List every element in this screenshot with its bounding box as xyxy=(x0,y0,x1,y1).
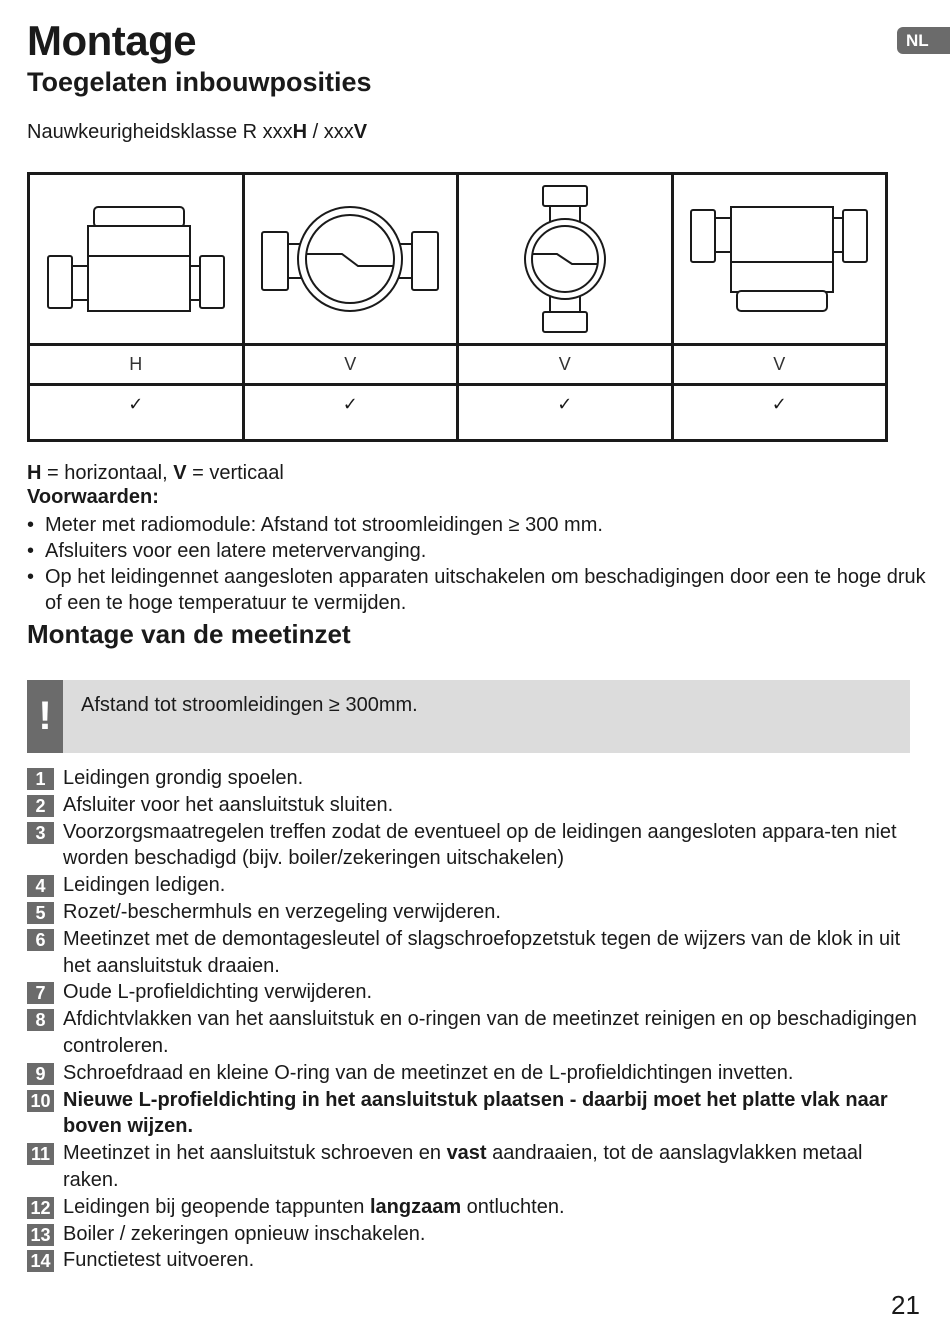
page-number: 21 xyxy=(891,1290,920,1320)
meter-vertical-pipe-icon xyxy=(510,184,620,334)
step-text: Schroefdraad en kleine O-ring van de meetinzet en de L-profieldichtingen invetten. xyxy=(63,1061,794,1084)
step-item xyxy=(27,765,917,792)
accuracy-h: H xyxy=(292,121,308,143)
step-number: 11 xyxy=(27,1143,54,1165)
installation-positions-table xyxy=(27,172,888,442)
position-legend xyxy=(27,460,284,486)
accuracy-class xyxy=(27,121,367,144)
accuracy-sep: / xxx xyxy=(307,121,354,143)
condition-item: • Meter met radiomodule: Afstand tot stroomleidingen ≥ 300 mm. xyxy=(27,512,932,538)
step-text: Leidingen ledigen. xyxy=(63,874,226,897)
step-item xyxy=(27,1140,917,1194)
step-item xyxy=(27,1060,917,1087)
step-number: 4 xyxy=(27,875,54,897)
step-item xyxy=(27,979,917,1006)
step-text: Functietest uitvoeren. xyxy=(63,1249,255,1272)
step-item xyxy=(27,899,917,926)
step-number: 2 xyxy=(27,795,54,817)
position-label-2: V xyxy=(243,345,458,385)
position-check-3: ✓ xyxy=(458,385,673,441)
step-item xyxy=(27,1221,917,1248)
position-cell-3 xyxy=(458,174,673,345)
step-text: Leidingen grondig spoelen. xyxy=(63,767,304,789)
step-text: Boiler / zekeringen opnieuw inschakelen. xyxy=(63,1222,426,1245)
step-number: 14 xyxy=(27,1250,54,1272)
position-check-1: ✓ xyxy=(29,385,244,441)
condition-item: • Afsluiters voor een latere metervervanging. xyxy=(27,538,932,564)
condition-item: • Op het leidingennet aangesloten apparaten uitschakelen om beschadigingen door een te hoge druk of een te hoge temperatuur te vermijden. xyxy=(27,564,932,616)
step-number: 7 xyxy=(27,982,54,1004)
step-number: 9 xyxy=(27,1063,54,1085)
position-check-2: ✓ xyxy=(243,385,458,441)
accuracy-v: V xyxy=(353,121,368,143)
step-number: 13 xyxy=(27,1224,54,1246)
step-number: 5 xyxy=(27,902,54,924)
step-text: Rozet/-beschermhuls en verzegeling verwijderen. xyxy=(63,900,501,923)
position-check-4: ✓ xyxy=(672,385,887,441)
step-text: Meetinzet met de demontagesleutel of slagschroefopzetstuk tegen de wijzers van de klok in uit het aansluitstuk draaien. xyxy=(63,927,901,977)
step-text: Afdichtvlakken van het aansluitstuk en o-ringen van de meetinzet reinigen en op beschadigingen controleren. xyxy=(63,1008,917,1057)
step-number: 6 xyxy=(27,929,54,951)
position-cell-1 xyxy=(29,174,244,345)
position-cell-2 xyxy=(243,174,458,345)
legend-h: H xyxy=(27,462,42,484)
step-item xyxy=(27,926,917,980)
steps-list xyxy=(27,765,917,1274)
position-label-3: V xyxy=(458,345,673,385)
step-text-post: aandraaien, tot de aanslagvlakken metaal raken. xyxy=(63,1142,863,1191)
warning-box xyxy=(27,680,910,753)
conditions-list xyxy=(27,512,932,616)
step-item xyxy=(27,819,917,873)
section-title: Montage van de meetinzet xyxy=(27,619,351,649)
step-text-bold: langzaam xyxy=(369,1195,462,1218)
step-text: Afsluiter voor het aansluitstuk sluiten. xyxy=(63,793,394,816)
step-item xyxy=(27,1247,917,1274)
step-text-pre: Meetinzet in het aansluitstuk schroeven en xyxy=(63,1142,447,1165)
step-item xyxy=(27,792,917,819)
step-number: 8 xyxy=(27,1009,54,1031)
step-number: 3 xyxy=(27,822,54,844)
step-text-bold: vast xyxy=(446,1142,487,1165)
legend-h-text: = horizontaal, xyxy=(41,462,174,484)
legend-v: V xyxy=(173,462,187,484)
step-text: Nieuwe L-profieldichting in het aansluitstuk plaatsen - daarbij moet het platte vlak naar boven wijzen. xyxy=(63,1088,888,1138)
warning-icon: ! xyxy=(27,680,63,753)
position-label-1: H xyxy=(29,345,244,385)
step-item xyxy=(27,1006,917,1060)
step-text: Voorzorgsmaatregelen treffen zodat de eventueel op de leidingen aangesloten appara-ten niet worden beschadigd (bijv. boiler/zekeringen uitschakelen) xyxy=(63,820,897,870)
legend-v-text: = verticaal xyxy=(186,462,284,484)
step-number: 10 xyxy=(27,1090,54,1112)
position-cell-4 xyxy=(672,174,887,345)
step-text: Oude L-profieldichting verwijderen. xyxy=(63,981,373,1004)
step-item xyxy=(27,1194,917,1221)
language-badge: NL xyxy=(897,27,950,54)
meter-horizontal-icon xyxy=(46,204,226,314)
accuracy-prefix: Nauwkeurigheidsklasse R xxx xyxy=(27,121,293,143)
step-text-pre: Leidingen bij geopende tappunten xyxy=(63,1195,370,1218)
conditions-title: Voorwaarden: xyxy=(27,486,159,508)
page-subtitle: Toegelaten inbouwposities xyxy=(27,67,372,97)
page-title: Montage xyxy=(27,17,197,64)
position-label-4: V xyxy=(672,345,887,385)
step-number: 1 xyxy=(27,768,54,790)
step-text-post: ontluchten. xyxy=(461,1195,565,1218)
step-item xyxy=(27,872,917,899)
warning-text: Afstand tot stroomleidingen ≥ 300mm. xyxy=(81,694,418,716)
step-item xyxy=(27,1087,917,1141)
step-number: 12 xyxy=(27,1197,54,1219)
meter-upside-down-icon xyxy=(689,204,869,314)
meter-vertical-dial-icon xyxy=(260,204,440,314)
